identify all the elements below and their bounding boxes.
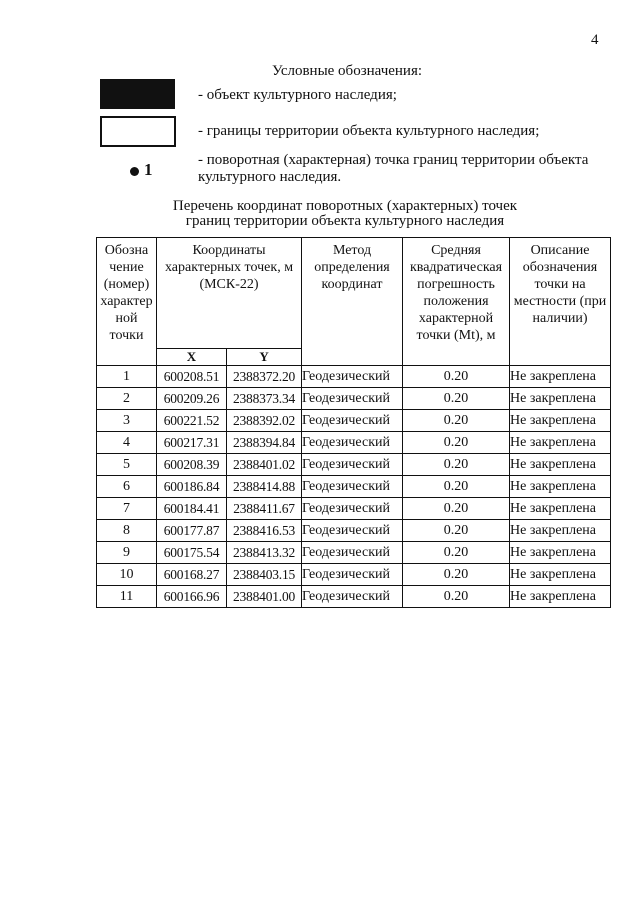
cell-description: Не закреплена bbox=[510, 410, 611, 432]
cell-mean-error: 0.20 bbox=[403, 454, 510, 476]
table-row bbox=[97, 366, 611, 388]
cell-coord-x: 600208.51 bbox=[157, 366, 227, 388]
cell-coord-x: 600208.39 bbox=[157, 454, 227, 476]
cell-point-number: 1 bbox=[97, 366, 157, 388]
cell-description: Не закреплена bbox=[510, 476, 611, 498]
cell-point-number: 11 bbox=[97, 586, 157, 608]
cell-point-number: 4 bbox=[97, 432, 157, 454]
cell-coord-x: 600184.41 bbox=[157, 498, 227, 520]
cell-coord-x: 600166.96 bbox=[157, 586, 227, 608]
table-title-line-1: Перечень координат поворотных (характерных) точек bbox=[172, 198, 518, 214]
cell-method: Геодезический bbox=[302, 410, 403, 432]
cell-mean-error: 0.20 bbox=[403, 520, 510, 542]
cell-description: Не закреплена bbox=[510, 432, 611, 454]
cell-coord-y: 2388394.84 bbox=[227, 432, 302, 454]
header-description: Описание обозначения точки на местности (при наличии) bbox=[510, 238, 611, 366]
cell-method: Геодезический bbox=[302, 586, 403, 608]
cell-description: Не закреплена bbox=[510, 586, 611, 608]
cell-point-number: 2 bbox=[97, 388, 157, 410]
cell-point-number: 3 bbox=[97, 410, 157, 432]
cell-mean-error: 0.20 bbox=[403, 410, 510, 432]
table-row bbox=[97, 498, 611, 520]
table-row bbox=[97, 564, 611, 586]
cell-coord-y: 2388401.00 bbox=[227, 586, 302, 608]
territory-boundary-swatch bbox=[100, 116, 176, 147]
cell-mean-error: 0.20 bbox=[403, 366, 510, 388]
cell-coord-y: 2388414.88 bbox=[227, 476, 302, 498]
cell-coord-y: 2388392.02 bbox=[227, 410, 302, 432]
cell-description: Не закреплена bbox=[510, 498, 611, 520]
header-point-number: Обозна чение (номер) характер ной точки bbox=[97, 238, 157, 366]
cell-method: Геодезический bbox=[302, 564, 403, 586]
table-row bbox=[97, 410, 611, 432]
cell-point-number: 10 bbox=[97, 564, 157, 586]
cell-coord-y: 2388411.67 bbox=[227, 498, 302, 520]
header-y: Y bbox=[227, 349, 302, 366]
cell-coord-x: 600209.26 bbox=[157, 388, 227, 410]
cell-mean-error: 0.20 bbox=[403, 388, 510, 410]
legend-item-turning-point: - поворотная (характерная) точка границ территории объекта культурного наследия. bbox=[198, 152, 589, 185]
cell-mean-error: 0.20 bbox=[403, 564, 510, 586]
header-x: X bbox=[157, 349, 227, 366]
table-row bbox=[97, 388, 611, 410]
cell-coord-y: 2388401.02 bbox=[227, 454, 302, 476]
cell-description: Не закреплена bbox=[510, 564, 611, 586]
header-method: Метод определения координат bbox=[302, 238, 403, 366]
table-row bbox=[97, 432, 611, 454]
cell-description: Не закреплена bbox=[510, 520, 611, 542]
page-number: 4 bbox=[591, 32, 599, 48]
legend-item-boundary: - границы территории объекта культурного наследия; bbox=[198, 123, 540, 139]
table-row bbox=[97, 454, 611, 476]
cell-point-number: 8 bbox=[97, 520, 157, 542]
cell-coord-x: 600175.54 bbox=[157, 542, 227, 564]
header-coordinates: Координаты характерных точек, м (МСК-22) bbox=[157, 238, 302, 349]
table-row bbox=[97, 476, 611, 498]
cell-mean-error: 0.20 bbox=[403, 498, 510, 520]
cell-method: Геодезический bbox=[302, 542, 403, 564]
cell-coord-x: 600168.27 bbox=[157, 564, 227, 586]
table-row bbox=[97, 586, 611, 608]
cell-method: Геодезический bbox=[302, 388, 403, 410]
cell-coord-y: 2388373.34 bbox=[227, 388, 302, 410]
legend-item-object: - объект культурного наследия; bbox=[198, 87, 397, 103]
cell-coord-x: 600177.87 bbox=[157, 520, 227, 542]
cell-point-number: 6 bbox=[97, 476, 157, 498]
legend-title: Условные обозначения: bbox=[272, 63, 423, 79]
cell-method: Геодезический bbox=[302, 454, 403, 476]
point-marker-label: 1 bbox=[144, 160, 153, 179]
cell-mean-error: 0.20 bbox=[403, 432, 510, 454]
cell-coord-y: 2388372.20 bbox=[227, 366, 302, 388]
cell-mean-error: 0.20 bbox=[403, 476, 510, 498]
cell-mean-error: 0.20 bbox=[403, 586, 510, 608]
cell-coord-y: 2388416.53 bbox=[227, 520, 302, 542]
cell-coord-x: 600221.52 bbox=[157, 410, 227, 432]
table-title-line-2: границ территории объекта культурного наследия bbox=[185, 213, 505, 229]
cell-point-number: 5 bbox=[97, 454, 157, 476]
cell-description: Не закреплена bbox=[510, 542, 611, 564]
cell-coord-y: 2388403.15 bbox=[227, 564, 302, 586]
cell-method: Геодезический bbox=[302, 366, 403, 388]
cell-coord-y: 2388413.32 bbox=[227, 542, 302, 564]
table-title bbox=[110, 199, 580, 229]
cell-point-number: 9 bbox=[97, 542, 157, 564]
cell-method: Геодезический bbox=[302, 432, 403, 454]
table-row bbox=[97, 542, 611, 564]
cell-mean-error: 0.20 bbox=[403, 542, 510, 564]
table-row bbox=[97, 520, 611, 542]
turning-point-marker bbox=[130, 160, 153, 180]
cell-coord-x: 600217.31 bbox=[157, 432, 227, 454]
cell-description: Не закреплена bbox=[510, 454, 611, 476]
cell-method: Геодезический bbox=[302, 476, 403, 498]
cell-coord-x: 600186.84 bbox=[157, 476, 227, 498]
cell-point-number: 7 bbox=[97, 498, 157, 520]
cell-method: Геодезический bbox=[302, 520, 403, 542]
coordinates-table bbox=[96, 237, 611, 608]
cell-description: Не закреплена bbox=[510, 388, 611, 410]
heritage-object-swatch bbox=[100, 79, 175, 109]
point-dot-icon bbox=[130, 167, 139, 176]
header-mean-error: Средняя квадратическая погрешность положения характерной точки (Mt), м bbox=[403, 238, 510, 366]
cell-description: Не закреплена bbox=[510, 366, 611, 388]
cell-method: Геодезический bbox=[302, 498, 403, 520]
